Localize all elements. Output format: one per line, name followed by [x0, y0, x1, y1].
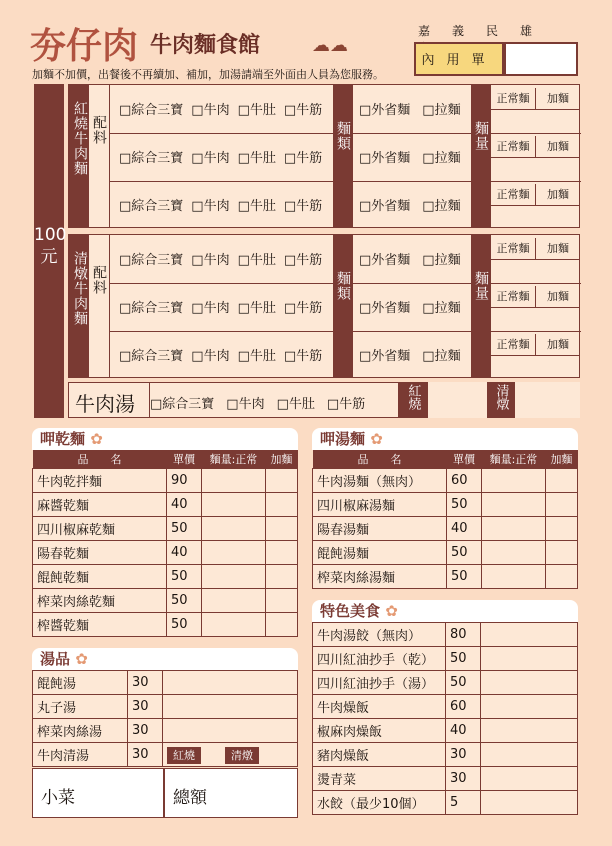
ingredient-checkbox[interactable]: □綜合三寶 — [119, 253, 184, 268]
item-name: 陽春湯麵 — [313, 517, 447, 541]
quantity-cell[interactable] — [202, 589, 266, 613]
flavor-clear-button[interactable]: 清燉 — [225, 747, 259, 764]
soup-option-checkbox[interactable]: □綜合三寶 — [150, 397, 215, 412]
column-header: 麵量:正常 — [202, 450, 266, 469]
quantity-cell[interactable] — [482, 517, 546, 541]
item-price: 60 — [446, 695, 481, 719]
item-name: 牛肉清湯 — [33, 743, 128, 767]
item-name: 牛肉燥飯 — [313, 695, 446, 719]
row-divider — [491, 331, 581, 332]
table-row — [33, 695, 298, 719]
item-name: 燙青菜 — [313, 767, 446, 791]
item-name: 四川椒麻湯麵 — [313, 493, 447, 517]
clear-checkbox-area[interactable] — [515, 382, 580, 418]
table-number-field[interactable] — [504, 42, 578, 76]
item-price: 80 — [446, 623, 481, 647]
quantity-cell[interactable] — [481, 623, 578, 647]
item-name: 豬肉燥飯 — [313, 743, 446, 767]
ingredient-checkbox[interactable]: □牛肚 — [237, 199, 276, 214]
section-name: 紅燒牛肉麵 — [69, 85, 89, 228]
noodle-checkbox[interactable]: □外省麵 — [359, 301, 411, 316]
noodle-checkbox[interactable]: □外省麵 — [359, 349, 411, 364]
extra-amount[interactable]: 加麵 — [536, 184, 580, 206]
ingredients-label: 配料 — [91, 265, 107, 295]
item-name: 榨菜肉絲湯 — [33, 719, 128, 743]
quantity-cell[interactable] — [202, 493, 266, 517]
item-name: 餛飩湯麵 — [313, 541, 447, 565]
table-row — [313, 469, 578, 493]
normal-amount[interactable]: 正常麵 — [491, 88, 536, 110]
row-divider — [491, 283, 581, 284]
item-price: 50 — [446, 647, 481, 671]
quantity-cell[interactable] — [202, 541, 266, 565]
item-name: 餛飩乾麵 — [33, 565, 167, 589]
ingredient-checkbox[interactable]: □牛筋 — [283, 253, 323, 268]
table-row — [33, 719, 298, 743]
flower-icon: ✿ — [90, 430, 103, 448]
ingredient-options — [119, 297, 330, 316]
item-name: 丸子湯 — [33, 695, 128, 719]
table-row — [313, 541, 578, 565]
dry-noodle-section-title: 呷乾麵 ✿ — [32, 428, 298, 450]
beef-soup-label: 牛肉湯 — [75, 392, 135, 416]
item-name: 榨菜肉絲乾麵 — [33, 589, 167, 613]
ingredient-checkbox[interactable]: □牛肚 — [237, 253, 276, 268]
row-divider — [353, 133, 471, 134]
item-price: 30 — [446, 743, 481, 767]
ingredient-checkbox[interactable]: □牛筋 — [283, 301, 323, 316]
quantity-cell[interactable] — [481, 647, 578, 671]
noodle-options — [359, 99, 473, 118]
special-table — [312, 622, 578, 815]
quantity-cell[interactable] — [545, 541, 577, 565]
ingredient-checkbox[interactable]: □牛肉 — [191, 301, 230, 316]
noodle-options — [359, 297, 473, 316]
table-row — [313, 743, 578, 767]
quantity-cell[interactable] — [202, 469, 266, 493]
item-price: 50 — [447, 565, 482, 589]
noodle-checkbox[interactable]: □外省麵 — [359, 199, 411, 214]
ingredient-options — [119, 345, 330, 364]
column-header: 單價 — [447, 450, 482, 469]
ingredient-checkbox[interactable]: □牛肉 — [191, 253, 230, 268]
quantity-cell[interactable] — [202, 613, 266, 637]
row-divider — [491, 181, 581, 182]
item-price: 50 — [447, 541, 482, 565]
table-row — [313, 719, 578, 743]
beef-soup-option-list — [150, 393, 390, 412]
ingredient-checkbox[interactable]: □牛筋 — [283, 199, 323, 214]
noodle-checkbox[interactable]: □外省麵 — [359, 151, 411, 166]
item-price: 30 — [128, 695, 163, 719]
item-price: 30 — [446, 767, 481, 791]
table-row — [313, 565, 578, 589]
item-price: 5 — [446, 791, 481, 815]
flavor-red-braised[interactable]: 紅燒 — [399, 382, 427, 418]
item-price: 50 — [167, 589, 202, 613]
ingredient-checkbox[interactable]: □綜合三寶 — [119, 301, 184, 316]
noodle-checkbox[interactable]: □拉麵 — [422, 151, 461, 166]
quantity-cell[interactable] — [545, 493, 577, 517]
column-header: 品 名 — [313, 450, 447, 469]
table-row — [313, 493, 578, 517]
ingredient-checkbox[interactable]: □牛肉 — [191, 103, 230, 118]
item-price: 40 — [447, 517, 482, 541]
quantity-cell[interactable] — [482, 541, 546, 565]
normal-amount[interactable]: 正常麵 — [491, 184, 536, 206]
ingredient-checkbox[interactable]: □牛筋 — [283, 103, 323, 118]
soup-option-checkbox[interactable]: □牛肉 — [226, 397, 265, 412]
quantity-cell[interactable] — [265, 589, 297, 613]
noodle-checkbox[interactable]: □拉麵 — [422, 349, 461, 364]
soup-option-checkbox[interactable]: □牛筋 — [326, 397, 366, 412]
row-divider — [353, 331, 471, 332]
table-header — [33, 450, 298, 469]
item-name: 四川椒麻乾麵 — [33, 517, 167, 541]
item-name: 榨醬乾麵 — [33, 613, 167, 637]
table-row — [33, 517, 298, 541]
item-name: 牛肉湯麵（無肉） — [313, 469, 447, 493]
ingredient-checkbox[interactable]: □牛肉 — [191, 199, 230, 214]
quantity-cell[interactable] — [265, 469, 297, 493]
ingredient-options — [119, 249, 330, 268]
total-field[interactable]: 總額 — [164, 768, 298, 818]
ingredient-options — [119, 195, 330, 214]
column-header: 品 名 — [33, 450, 167, 469]
soup-noodle-section-title: 呷湯麵 ✿ — [312, 428, 578, 450]
row-divider — [109, 331, 333, 332]
item-name: 麻醬乾麵 — [33, 493, 167, 517]
noodle-section-0 — [68, 84, 580, 228]
quantity-cell[interactable] — [202, 565, 266, 589]
table-row — [313, 695, 578, 719]
noodle-options — [359, 195, 473, 214]
quantity-cell[interactable] — [482, 565, 546, 589]
normal-amount[interactable]: 正常麵 — [491, 238, 536, 260]
noodle-checkbox[interactable]: □外省麵 — [359, 103, 411, 118]
quantity-cell[interactable] — [481, 695, 578, 719]
row-divider — [353, 283, 471, 284]
row-divider — [353, 181, 471, 182]
flavor-clear[interactable]: 清燉 — [487, 382, 515, 418]
noodle-checkbox[interactable]: □拉麵 — [422, 103, 461, 118]
price-label: 100元 — [34, 225, 67, 267]
ingredient-options — [119, 99, 330, 118]
item-price: 50 — [446, 671, 481, 695]
item-name: 水餃（最少10個） — [313, 791, 446, 815]
extra-amount[interactable]: 加麵 — [536, 334, 580, 356]
table-row — [313, 623, 578, 647]
section-name: 清燉牛肉麵 — [69, 235, 89, 378]
side-dish-field[interactable]: 小菜 — [32, 768, 164, 818]
item-price: 50 — [167, 517, 202, 541]
normal-amount[interactable]: 正常麵 — [491, 286, 536, 308]
noodle-options — [359, 249, 473, 268]
table-row — [313, 767, 578, 791]
ingredient-checkbox[interactable]: □綜合三寶 — [119, 199, 184, 214]
ingredient-checkbox[interactable]: □牛肚 — [237, 301, 276, 316]
noodle-section-1 — [68, 234, 580, 378]
item-price: 40 — [167, 541, 202, 565]
ingredient-checkbox[interactable]: □綜合三寶 — [119, 103, 184, 118]
item-price: 50 — [167, 565, 202, 589]
table-row — [33, 541, 298, 565]
ingredient-checkbox[interactable]: □綜合三寶 — [119, 349, 184, 364]
noodle-checkbox[interactable]: □拉麵 — [422, 301, 461, 316]
noodle-checkbox[interactable]: □拉麵 — [422, 253, 461, 268]
column-header: 加麵 — [265, 450, 297, 469]
soup-noodle-table — [312, 450, 578, 589]
quantity-cell[interactable] — [545, 517, 577, 541]
noodle-type-label: 麵類 — [333, 235, 353, 378]
extra-amount[interactable]: 加麵 — [536, 88, 580, 110]
item-price: 30 — [128, 671, 163, 695]
table-row — [313, 647, 578, 671]
cloud-icon: ☁☁ — [312, 35, 348, 56]
item-name: 牛肉湯餃（無肉） — [313, 623, 446, 647]
brand-logo: 夯仔肉 — [30, 25, 139, 67]
quantity-cell[interactable] — [481, 671, 578, 695]
quantity-cell[interactable] — [163, 695, 298, 719]
column-header: 麵量:正常 — [482, 450, 546, 469]
item-price: 60 — [447, 469, 482, 493]
amount-label: 麵量 — [471, 85, 491, 228]
broth-section-title: 湯品 ✿ — [32, 648, 298, 670]
row-divider — [109, 181, 333, 182]
quantity-cell[interactable] — [163, 719, 298, 743]
flavor-red-braised-button[interactable]: 紅燒 — [167, 747, 201, 764]
noodle-checkbox[interactable]: □拉麵 — [422, 199, 461, 214]
ingredient-checkbox[interactable]: □牛肚 — [237, 103, 276, 118]
dine-in-label: 內用單 — [414, 42, 504, 76]
ingredients-label: 配料 — [91, 115, 107, 145]
special-section-title: 特色美食 ✿ — [312, 600, 578, 622]
item-name: 四川紅油抄手（湯） — [313, 671, 446, 695]
item-name: 四川紅油抄手（乾） — [313, 647, 446, 671]
quantity-cell[interactable] — [482, 493, 546, 517]
quantity-cell[interactable] — [482, 469, 546, 493]
service-notice: 加麵不加價，出餐後不再續加、補加，加湯請端至外面由人員為您服務。 — [32, 68, 384, 81]
quantity-cell[interactable] — [265, 493, 297, 517]
ingredient-options — [119, 147, 330, 166]
item-price: 30 — [128, 719, 163, 743]
table-row — [33, 589, 298, 613]
quantity-cell[interactable] — [202, 517, 266, 541]
extra-amount[interactable]: 加麵 — [536, 286, 580, 308]
table-row — [33, 671, 298, 695]
column-header: 單價 — [167, 450, 202, 469]
ingredient-checkbox[interactable]: □牛肉 — [191, 349, 230, 364]
item-name: 椒麻肉燥飯 — [313, 719, 446, 743]
table-row — [33, 613, 298, 637]
restaurant-subtitle: 牛肉麵食館 — [150, 32, 261, 58]
extra-amount[interactable]: 加麵 — [536, 238, 580, 260]
dry-noodle-table — [32, 450, 298, 637]
ingredient-checkbox[interactable]: □牛肉 — [191, 151, 230, 166]
row-divider — [109, 133, 333, 134]
quantity-cell[interactable] — [481, 767, 578, 791]
column-divider — [109, 235, 110, 378]
item-price: 40 — [446, 719, 481, 743]
item-price: 50 — [167, 613, 202, 637]
quantity-cell[interactable] — [265, 517, 297, 541]
item-name: 牛肉乾拌麵 — [33, 469, 167, 493]
branch-name: 嘉義民雄 — [418, 24, 555, 38]
item-price: 50 — [447, 493, 482, 517]
soup-option-checkbox[interactable]: □牛肚 — [276, 397, 315, 412]
column-header: 加麵 — [545, 450, 577, 469]
quantity-cell[interactable] — [545, 469, 577, 493]
table-row — [33, 565, 298, 589]
column-divider — [109, 85, 110, 228]
item-name: 陽春乾麵 — [33, 541, 167, 565]
quantity-cell[interactable] — [265, 613, 297, 637]
broth-table — [32, 670, 298, 767]
quantity-cell[interactable] — [481, 791, 578, 815]
table-row — [33, 469, 298, 493]
normal-amount[interactable]: 正常麵 — [491, 136, 536, 158]
red-braised-checkbox-area[interactable] — [427, 382, 487, 418]
quantity-cell[interactable] — [265, 565, 297, 589]
item-name: 榨菜肉絲湯麵 — [313, 565, 447, 589]
price-bar — [34, 84, 67, 418]
noodle-checkbox[interactable]: □外省麵 — [359, 253, 411, 268]
table-row — [313, 671, 578, 695]
flower-icon: ✿ — [75, 650, 88, 668]
quantity-cell[interactable] — [163, 671, 298, 695]
flower-icon: ✿ — [385, 602, 398, 620]
amount-label: 麵量 — [471, 235, 491, 378]
noodle-type-label: 麵類 — [333, 85, 353, 228]
table-header — [313, 450, 578, 469]
normal-amount[interactable]: 正常麵 — [491, 334, 536, 356]
quantity-cell[interactable] — [163, 743, 298, 767]
item-price: 30 — [128, 743, 163, 767]
quantity-cell[interactable] — [265, 541, 297, 565]
noodle-options — [359, 147, 473, 166]
table-row — [33, 743, 298, 767]
ingredient-checkbox[interactable]: □牛肚 — [237, 151, 276, 166]
ingredient-checkbox[interactable]: □牛肚 — [237, 349, 276, 364]
flower-icon: ✿ — [370, 430, 383, 448]
quantity-cell[interactable] — [545, 565, 577, 589]
ingredient-checkbox[interactable]: □牛筋 — [283, 151, 323, 166]
row-divider — [109, 283, 333, 284]
extra-amount[interactable]: 加麵 — [536, 136, 580, 158]
table-row — [33, 493, 298, 517]
ingredient-checkbox[interactable]: □牛筋 — [283, 349, 323, 364]
table-row — [313, 517, 578, 541]
item-price: 90 — [167, 469, 202, 493]
ingredient-checkbox[interactable]: □綜合三寶 — [119, 151, 184, 166]
row-divider — [491, 133, 581, 134]
item-name: 餛飩湯 — [33, 671, 128, 695]
quantity-cell[interactable] — [481, 719, 578, 743]
item-price: 40 — [167, 493, 202, 517]
noodle-options — [359, 345, 473, 364]
table-row — [313, 791, 578, 815]
quantity-cell[interactable] — [481, 743, 578, 767]
